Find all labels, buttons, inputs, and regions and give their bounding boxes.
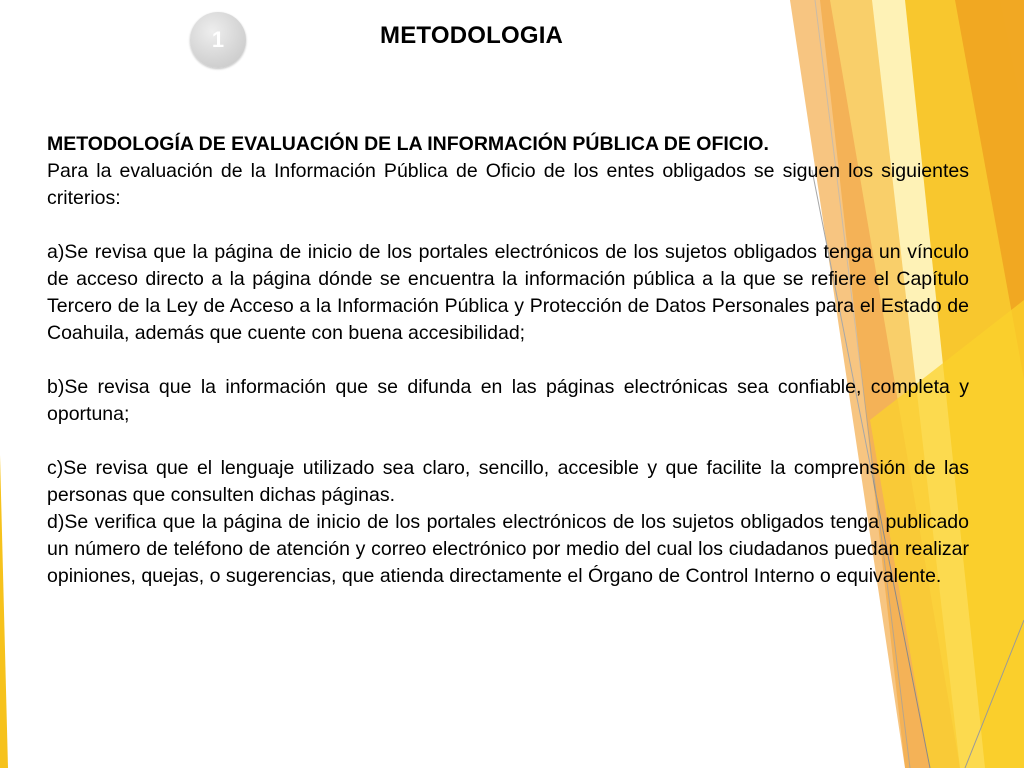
section-heading: METODOLOGÍA DE EVALUACIÓN DE LA INFORMACIÓN PÚBLICA DE OFICIO. (47, 133, 769, 155)
criterion-c: c)Se revisa que el lenguaje utilizado sea claro, sencillo, accesible y que facilite la comprensión de las personas que consulten dichas páginas. (47, 457, 969, 506)
criterion-b: b)Se revisa que la información que se difunda en las páginas electrónicas sea confiable, completa y oportuna; (47, 376, 969, 425)
criterion-a: a)Se revisa que la página de inicio de los portales electrónicos de los sujetos obligados tenga un vínculo de acceso directo a la página dónde se encuentra la información pública a la que se refiere el Capítulo Tercero de la Ley de Acceso a la Información Pública y Protección de Datos Personales para el Estado de Coahuila, además que cuente con buena accesibilidad; (47, 241, 969, 344)
criterion-d: d)Se verifica que la página de inicio de los portales electrónicos de los sujetos obligados tenga publicado un número de teléfono de atención y correo electrónico por medio del cual los ciudadanos puedan realizar opiniones, quejas, o sugerencias, que atienda directamente el Órgano de Control Interno o equivalente. (47, 511, 969, 587)
slide-title: METODOLOGIA (380, 22, 564, 49)
spacer (47, 428, 969, 455)
left-yellow-stripe (0, 455, 8, 768)
spacer (47, 347, 969, 374)
intro-paragraph: Para la evaluación de la Información Pública de Oficio de los entes obligados se siguen los siguientes criterios: (47, 160, 969, 209)
spacer (47, 212, 969, 239)
slide-number-badge: 1 (190, 12, 246, 68)
slide-content (47, 131, 969, 590)
